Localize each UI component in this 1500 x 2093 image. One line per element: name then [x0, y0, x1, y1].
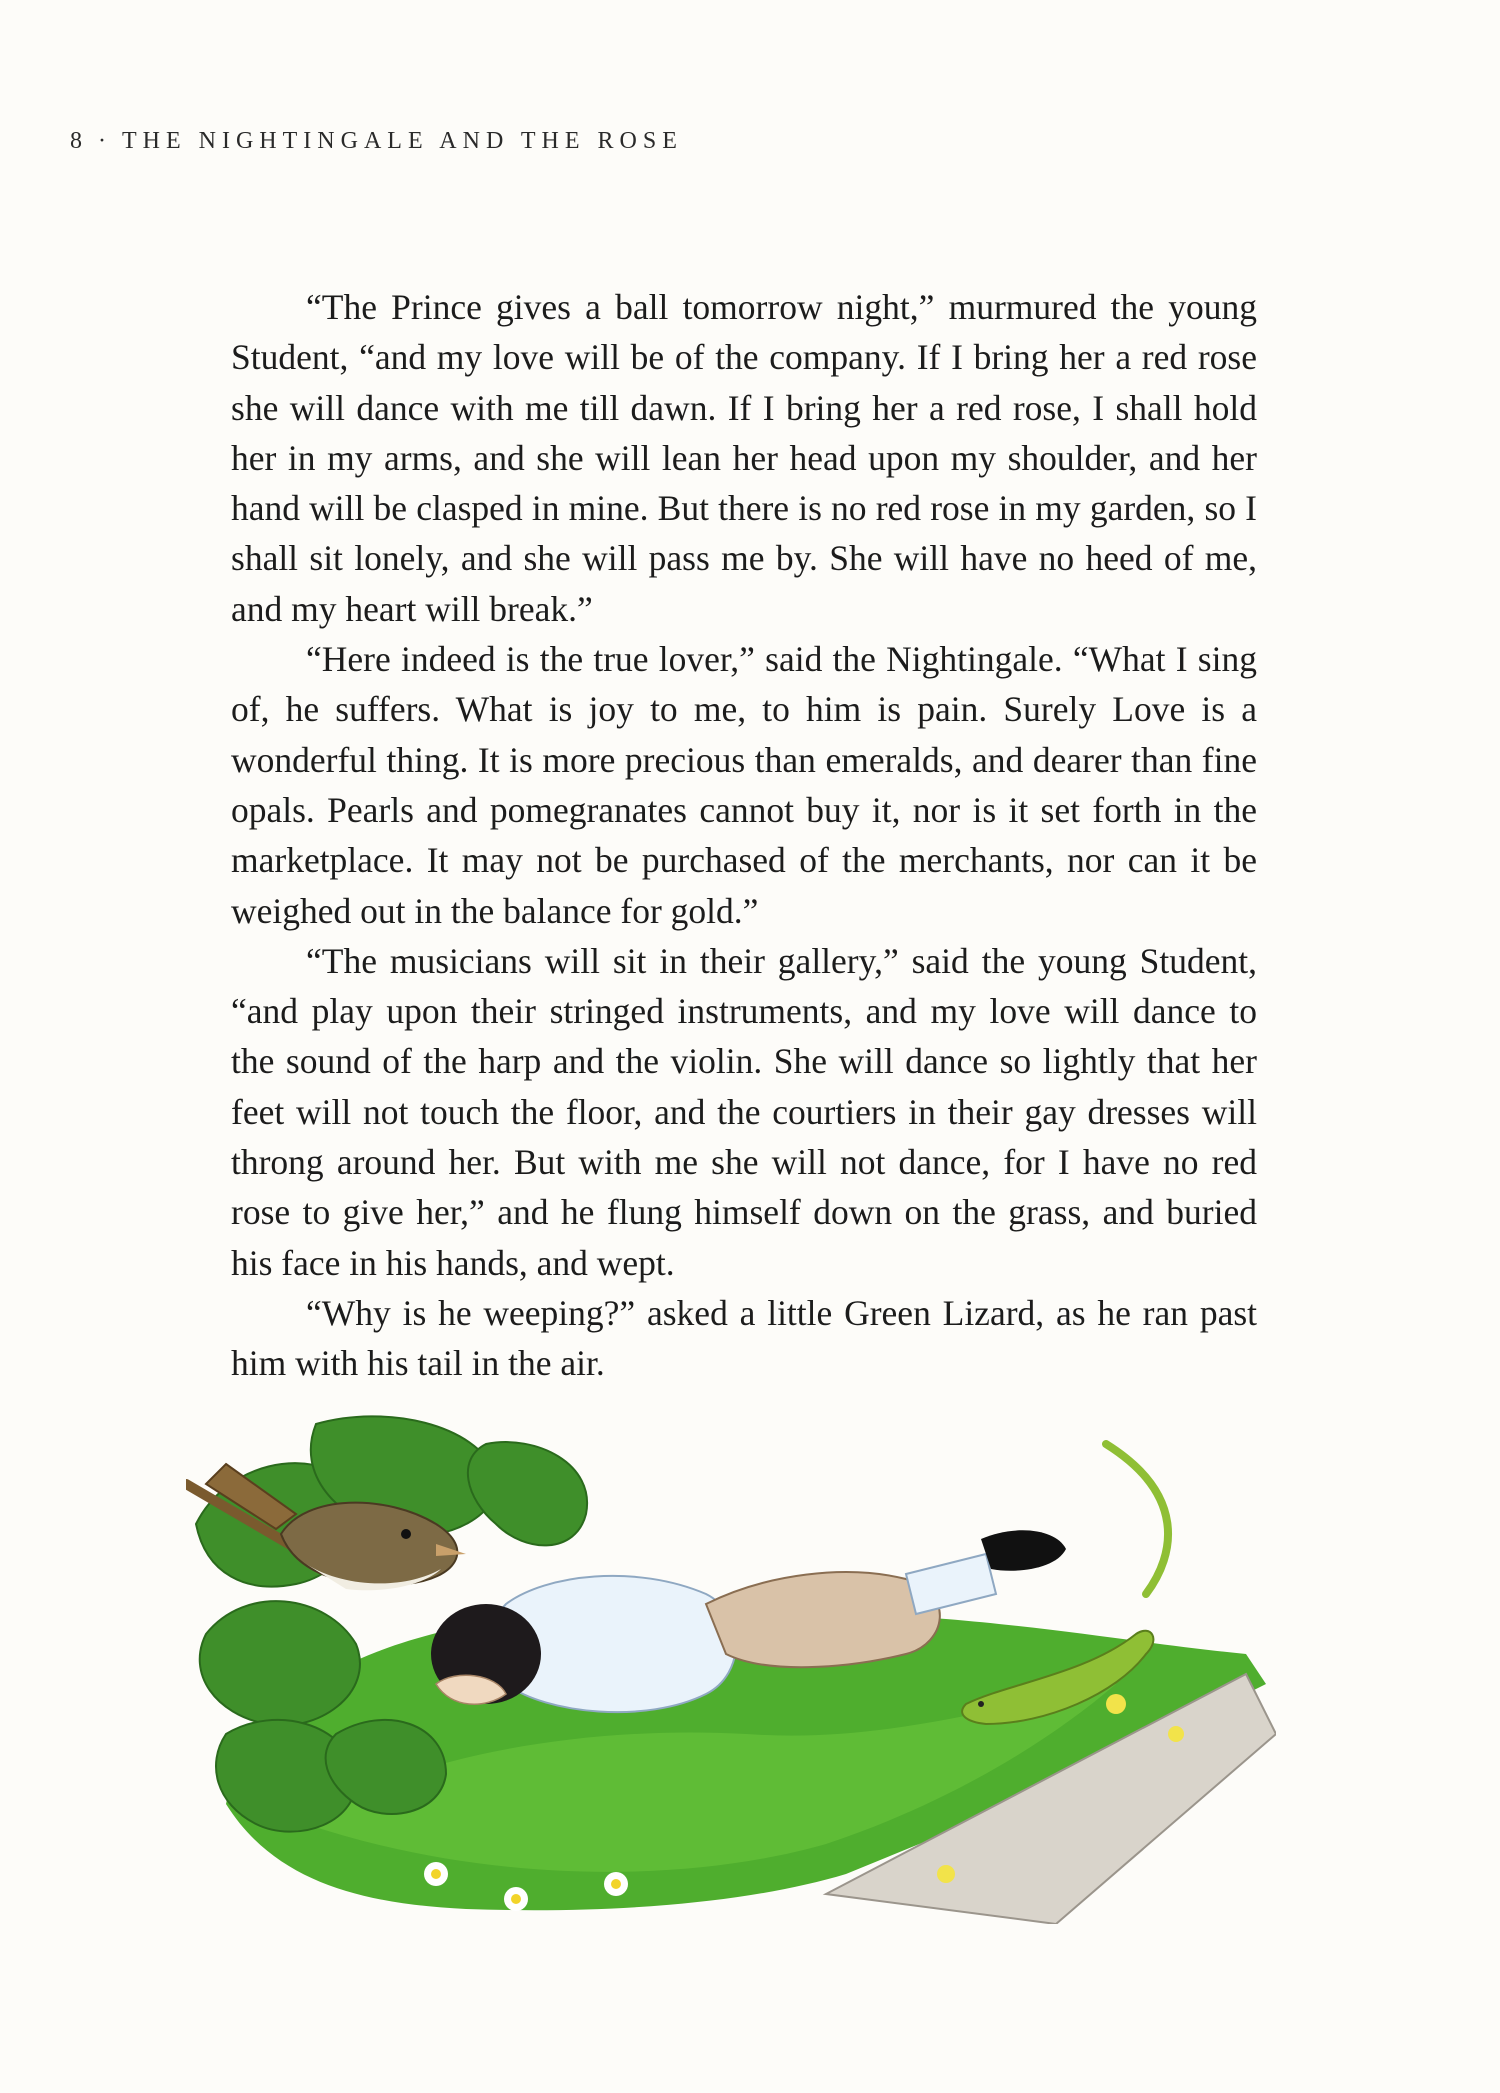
illustration: [186, 1404, 1276, 1924]
page-number: 8: [70, 128, 88, 154]
paragraph: “The musicians will sit in their gallery,” said the young Student, “and play upon their stringed instruments, and my love will dance to the sound of the harp and the violin. She will dance so lightly that her feet will not touch the floor, and the courtiers in their gay dresses will throng around her. But with me she will not dance, for I have no red rose to give her,” and he flung himself down on the grass, and buried his face in his hands, and wept.: [231, 940, 1257, 1283]
paragraph: “Here indeed is the true lover,” said the Nightingale. “What I sing of, he suffers. What is joy to me, to him is pain. Surely Love is a wonderful thing. It is more precious than emeralds, and dearer than fine opals. Pearls and pomegranates cannot buy it, nor is it set forth in the marketplace. It may not be purchased of the merchants, nor can it be weighed out in the balance for gold.”: [231, 639, 1257, 931]
path-flower: [937, 1865, 955, 1883]
student-shoe: [981, 1530, 1066, 1571]
path-flower: [1106, 1694, 1126, 1714]
paragraph: “The Prince gives a ball tomorrow night,” murmured the young Student, “and my love will be of the company. If I bring her a red rose she will dance with me till dawn. If I bring her a red rose, I shall hold her in my arms, and she will lean her head upon my shoulder, and her hand will be clasped in mine. But there is no red rose in my garden, so I shall sit lonely, and she will pass me by. She will have no heed of me, and my heart will break.”: [231, 287, 1257, 629]
book-title: THE NIGHTINGALE AND THE ROSE: [122, 128, 683, 154]
paragraph: “Why is he weeping?” asked a little Green Lizard, as he ran past him with his tail in the air.: [231, 1292, 1257, 1384]
story-text: [231, 282, 1257, 1389]
path-flower: [1168, 1726, 1184, 1742]
student-sock: [906, 1554, 996, 1614]
running-head: [70, 128, 683, 155]
student-legs: [706, 1572, 940, 1667]
header-separator: ·: [98, 128, 112, 154]
